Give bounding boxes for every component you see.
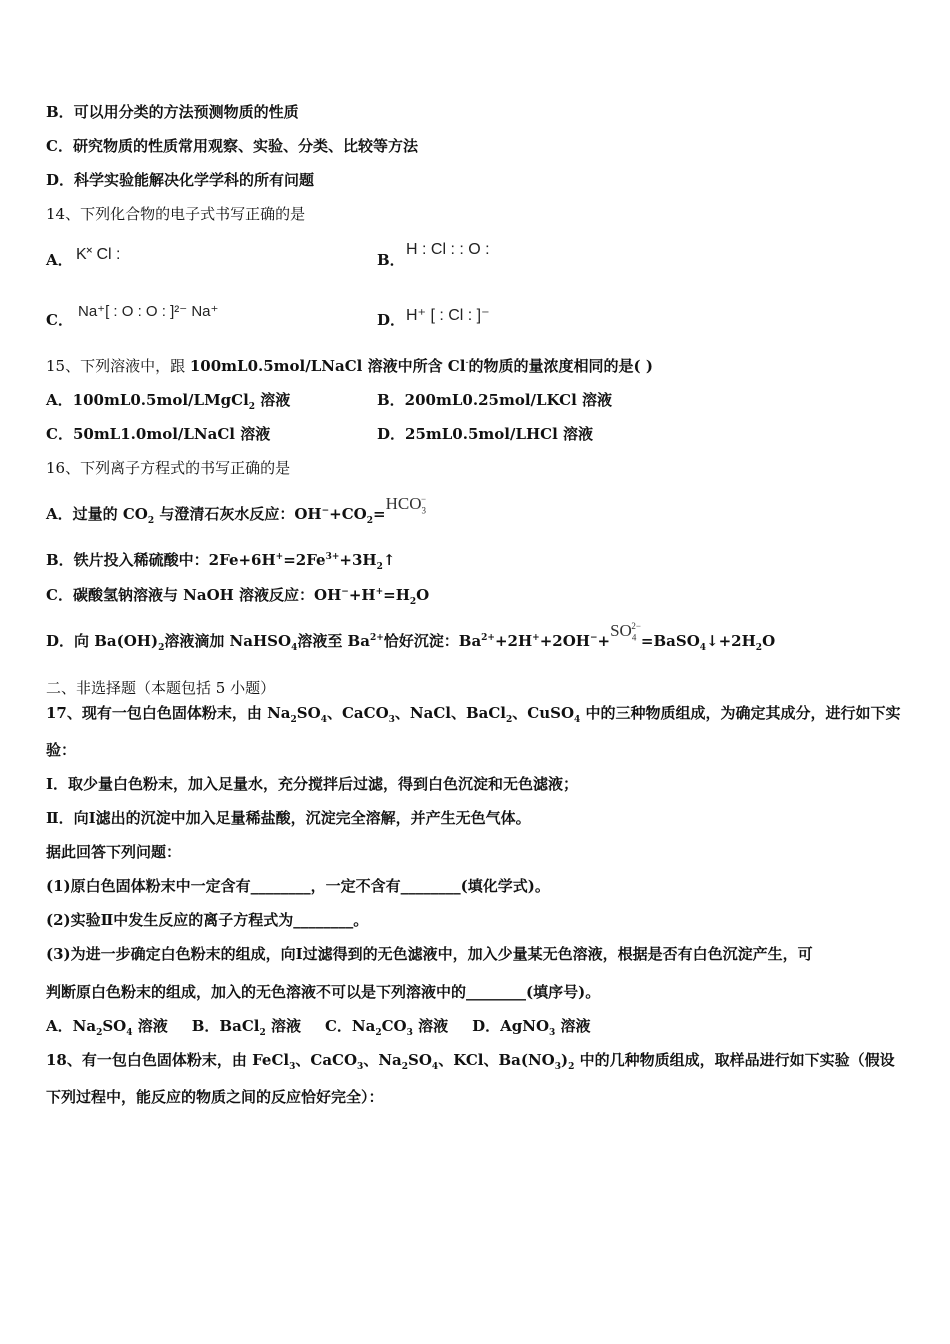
q15-option-c: C．50mL1.0mol/LNaCl 溶液	[46, 425, 271, 443]
q14-c-formula: Na⁺[ : O : O : ]²⁻ Na⁺	[78, 303, 219, 320]
q14-d-formula: H⁺ [ : Cl : ]⁻	[406, 307, 490, 324]
q14-b-formula: H : Cl : : O :	[406, 241, 490, 258]
d-option: D．科学实验能解决化学学科的所有问题	[46, 171, 315, 189]
q15-option-d: D．25mL0.5mol/LHCl 溶液	[377, 425, 594, 443]
q17-line-2: 验：	[46, 741, 77, 759]
section-2-heading: 二、非选择题（本题包括 5 小题）	[46, 679, 276, 697]
q17-option-b: B．BaCl$_2$ 溶液	[191, 1017, 301, 1038]
hco3-ion: $HCO_3^-$	[385, 494, 427, 516]
question-16: 16、下列离子方程式的书写正确的是	[46, 459, 291, 477]
q17-part-3a: (3)为进一步确定白色粉末的组成，向Ⅰ过滤得到的无色滤液中，加入少量某无色溶液，根据是否有白色沉淀产生，可	[46, 945, 813, 963]
q17-option-c: C．$Na_2CO_3$ 溶液	[324, 1017, 449, 1038]
q17-part-1: (1)原白色固体粉末中一定含有________，一定不含有________(填化学式)。	[46, 877, 550, 895]
q17-part-3b: 判断原白色粉末的组成，加入的无色溶液不可以是下列溶液中的________(填序号)。	[46, 983, 601, 1001]
q16-option-a: A．过量的 $CO_2$ 与澄清石灰水反应：$OH^-+CO_2=HCO_3^-$	[46, 494, 427, 526]
q14-c-label: C．	[46, 311, 73, 329]
q15-option-a: A．100mL0.5mol/LMgCl$_2$ 溶液	[46, 391, 291, 412]
c-option: C．研究物质的性质常用观察、实验、分类、比较等方法	[46, 137, 418, 155]
q15-sup: -	[465, 358, 469, 368]
q17-step-ii: Ⅱ．向Ⅰ滤出的沉淀中加入足量稀盐酸，沉淀完全溶解，并产生无色气体。	[46, 809, 531, 827]
q15-mid: 溶液中所含 Cl	[362, 357, 466, 375]
q14-b-label: B．	[377, 251, 405, 269]
so4-ion: $SO_4^{2-}$	[610, 621, 641, 643]
q17-option-d: D．AgNO$_3$ 溶液	[472, 1017, 591, 1038]
q15-suffix: 的物质的量浓度相同的是( )	[468, 357, 653, 375]
q16-option-b: B．铁片投入稀硫酸中：$2Fe+6H^+=2Fe^{3+}+3H_2↑$	[46, 551, 396, 572]
q18-line-1: 18、有一包白色固体粉末，由 FeCl$_3$、CaCO$_3$、$Na_2SO_4$、KCl、$Ba(NO_3)_2$ 中的几种物质组成，取样品进行如下实验（假设	[46, 1051, 895, 1072]
q17-part-2: (2)实验Ⅱ中发生反应的离子方程式为________。	[46, 911, 369, 929]
question-15	[46, 356, 653, 376]
q17-ask: 据此回答下列问题：	[46, 843, 182, 861]
q15-option-b: B．200mL0.25mol/LKCl 溶液	[377, 391, 613, 409]
q17-options	[46, 1016, 591, 1036]
b-option: B．可以用分类的方法预测物质的性质	[46, 103, 299, 121]
q17-line-1: 17、现有一包白色固体粉末，由 $Na_2SO_4$、CaCO$_3$、NaCl、BaCl$_2$、CuSO$_4$ 中的三种物质组成，为确定其成分，进行如下实	[46, 704, 901, 725]
q17-option-a: A．$Na_2SO_4$ 溶液	[46, 1017, 168, 1038]
q15-bold: 100mL0.5mol/LNaCl	[189, 357, 363, 375]
q16-option-d: D．向 $Ba(OH)_2$溶液滴加 NaHSO$_4$溶液至 $Ba^{2+}$恰好沉淀：$Ba^{2+}+2H^++2OH^-+SO_4^{2-}=BaSO_4↓+2H_2O$	[46, 621, 776, 653]
question-14: 14、下列化合物的电子式书写正确的是	[46, 205, 306, 223]
q14-a-formula: K˟ Cl :	[76, 246, 121, 263]
q14-d-label: D．	[377, 311, 406, 329]
q17-step-i: Ⅰ．取少量白色粉末，加入足量水，充分搅拌后过滤，得到白色沉淀和无色滤液；	[46, 775, 579, 793]
q15-prefix: 15、下列溶液中，跟	[46, 357, 190, 375]
q18-line-2: 下列过程中，能反应的物质之间的反应恰好完全）：	[46, 1088, 384, 1106]
q16-option-c: C．碳酸氢钠溶液与 NaOH 溶液反应：$OH^-+H^+=H_2O$	[46, 586, 430, 607]
q14-a-label: A．	[46, 251, 73, 269]
